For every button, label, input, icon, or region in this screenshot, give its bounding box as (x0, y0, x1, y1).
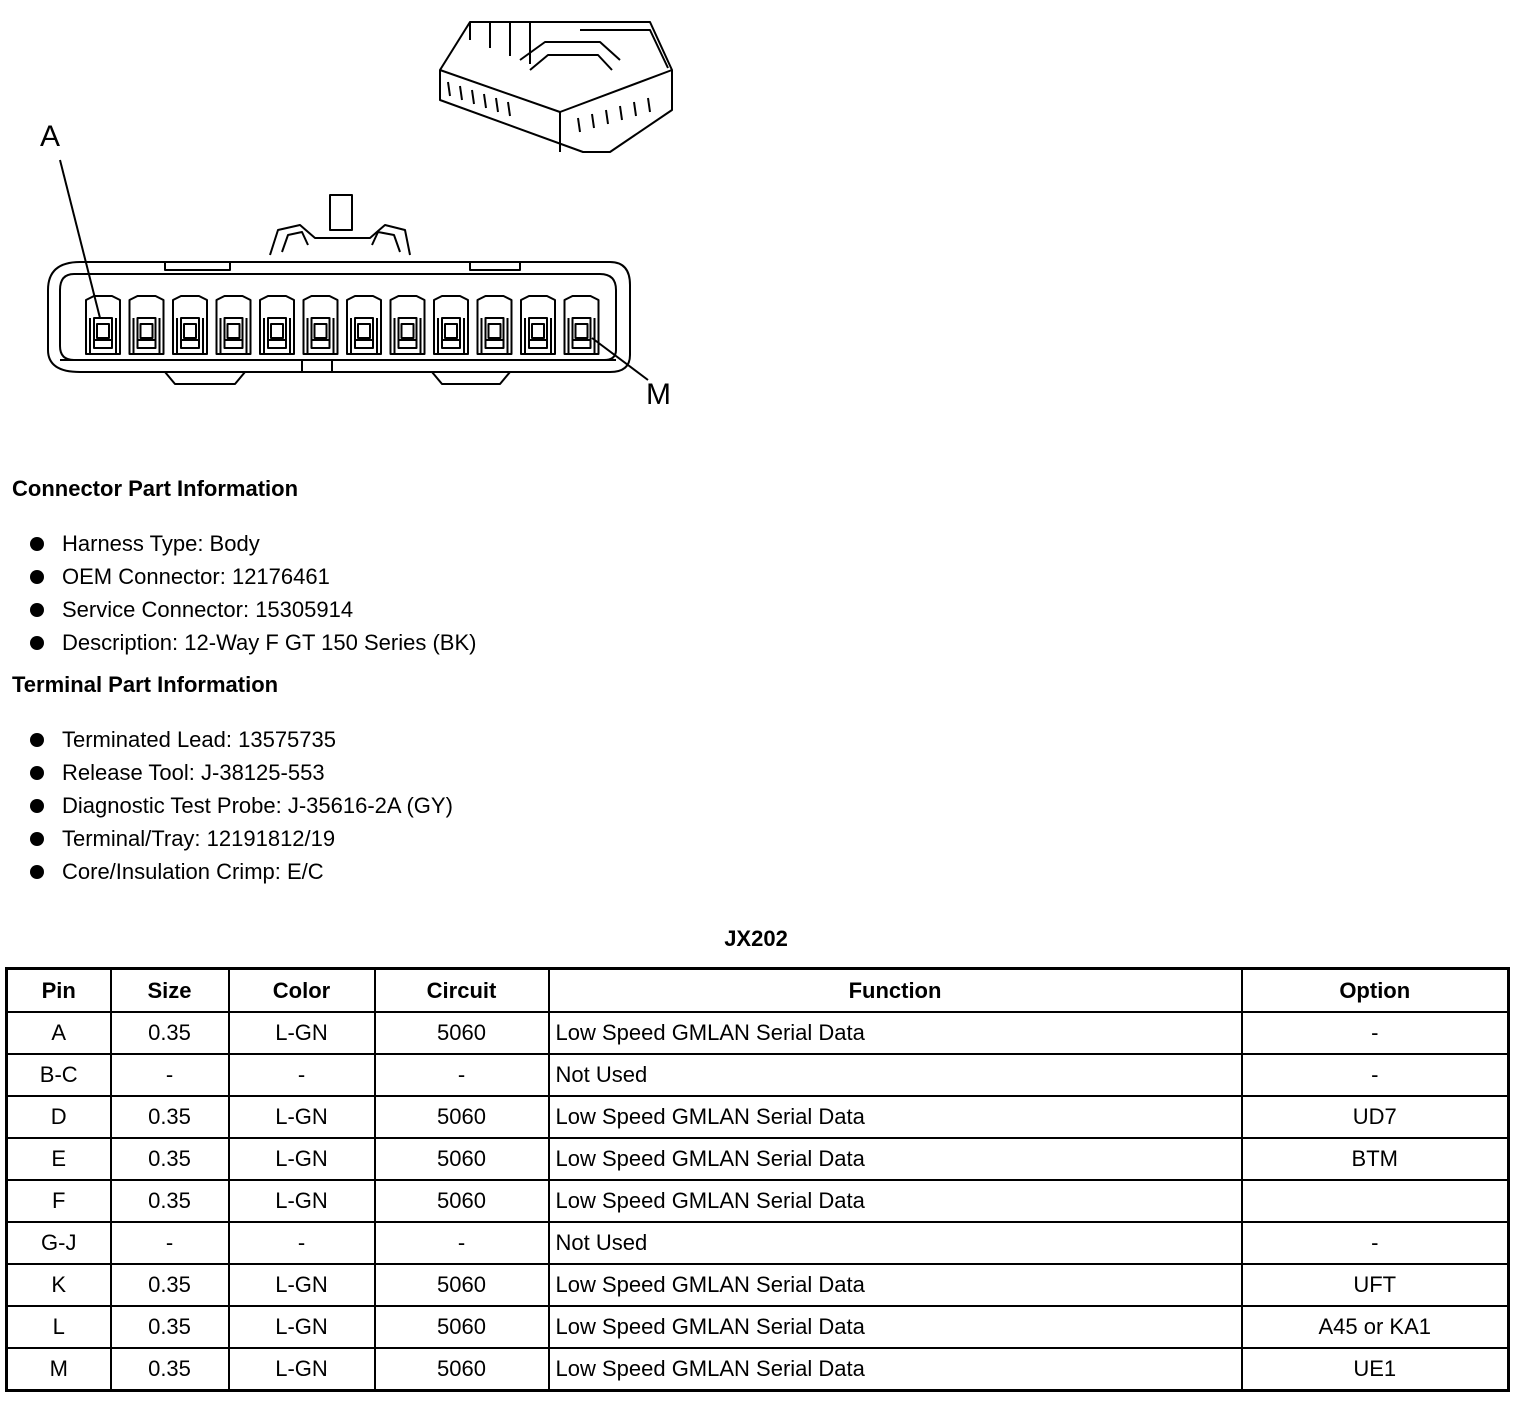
table-row (7, 1348, 1509, 1391)
column-header: Color (229, 969, 375, 1013)
list-item-text: Description: 12-Way F GT 150 Series (BK) (62, 630, 477, 655)
pin-cavities (86, 296, 599, 354)
table-cell: - (111, 1054, 229, 1096)
connector-front-view (48, 195, 630, 384)
leader-line-a (60, 160, 100, 318)
table-cell: Low Speed GMLAN Serial Data (549, 1264, 1242, 1306)
table-cell: UD7 (1242, 1096, 1509, 1138)
list-item-text: Harness Type: Body (62, 531, 260, 556)
column-header: Size (111, 969, 229, 1013)
column-header: Option (1242, 969, 1509, 1013)
pin-cavity (173, 296, 207, 354)
table-cell: 5060 (375, 1180, 549, 1222)
terminal-part-info-heading: Terminal Part Information (12, 672, 279, 697)
pin-cavity (347, 296, 381, 354)
bullet-icon (30, 799, 44, 813)
table-cell: 5060 (375, 1348, 549, 1391)
table-cell: UFT (1242, 1264, 1509, 1306)
table-cell: BTM (1242, 1138, 1509, 1180)
table-cell: 5060 (375, 1264, 549, 1306)
table-cell: Low Speed GMLAN Serial Data (549, 1180, 1242, 1222)
table-cell: E (7, 1138, 111, 1180)
list-item (28, 626, 476, 659)
pin-cavity (86, 296, 120, 354)
column-header: Function (549, 969, 1242, 1013)
list-item-text: Terminated Lead: 13575735 (62, 727, 336, 752)
pin-cavity (565, 296, 599, 354)
table-cell: B-C (7, 1054, 111, 1096)
pin-label-m: M (646, 378, 671, 411)
list-item (28, 756, 453, 789)
pin-cavity (217, 296, 251, 354)
table-row (7, 1306, 1509, 1348)
bullet-icon (30, 733, 44, 747)
table-header-row (7, 969, 1509, 1013)
table-cell: L-GN (229, 1138, 375, 1180)
list-item (28, 593, 476, 626)
table-cell: Not Used (549, 1222, 1242, 1264)
pin-cavity (391, 296, 425, 354)
table-cell: A (7, 1012, 111, 1054)
list-item (28, 822, 453, 855)
table-cell: L-GN (229, 1012, 375, 1054)
table-cell: Low Speed GMLAN Serial Data (549, 1096, 1242, 1138)
table-cell: M (7, 1348, 111, 1391)
connector-diagram (0, 0, 700, 430)
table-cell: 0.35 (111, 1180, 229, 1222)
table-cell: - (1242, 1054, 1509, 1096)
table-cell: 0.35 (111, 1264, 229, 1306)
table-cell: L (7, 1306, 111, 1348)
table-cell: 0.35 (111, 1096, 229, 1138)
table-cell: G-J (7, 1222, 111, 1264)
table-row (7, 1096, 1509, 1138)
table-cell: - (229, 1222, 375, 1264)
pin-table (5, 967, 1510, 1392)
list-item-text: Service Connector: 15305914 (62, 597, 354, 622)
table-cell: L-GN (229, 1180, 375, 1222)
table-cell: Low Speed GMLAN Serial Data (549, 1306, 1242, 1348)
table-cell (1242, 1180, 1509, 1222)
table-cell: 5060 (375, 1012, 549, 1054)
table-cell: D (7, 1096, 111, 1138)
column-header: Pin (7, 969, 111, 1013)
bullet-icon (30, 832, 44, 846)
table-cell: 0.35 (111, 1138, 229, 1180)
table-cell: A45 or KA1 (1242, 1306, 1509, 1348)
pin-cavity (260, 296, 294, 354)
column-header: Circuit (375, 969, 549, 1013)
table-cell: L-GN (229, 1348, 375, 1391)
terminal-part-info-list (28, 723, 453, 888)
table-cell: - (111, 1222, 229, 1264)
pin-cavity (521, 296, 555, 354)
list-item-text: Release Tool: J-38125-553 (62, 760, 325, 785)
list-item-text: Terminal/Tray: 12191812/19 (62, 826, 336, 851)
table-title: JX202 (724, 926, 788, 951)
list-item-text: OEM Connector: 12176461 (62, 564, 330, 589)
table-cell: F (7, 1180, 111, 1222)
table-cell: - (375, 1222, 549, 1264)
list-item-text: Diagnostic Test Probe: J-35616-2A (GY) (62, 793, 453, 818)
table-cell: Not Used (549, 1054, 1242, 1096)
table-row (7, 1222, 1509, 1264)
pin-cavity (478, 296, 512, 354)
list-item (28, 723, 453, 756)
table-cell: Low Speed GMLAN Serial Data (549, 1138, 1242, 1180)
table-cell: 0.35 (111, 1306, 229, 1348)
pin-cavity (130, 296, 164, 354)
list-item (28, 855, 453, 888)
list-item (28, 560, 476, 593)
table-cell: L-GN (229, 1264, 375, 1306)
list-item (28, 789, 453, 822)
table-cell: - (1242, 1222, 1509, 1264)
table-cell: 0.35 (111, 1348, 229, 1391)
list-item (28, 527, 476, 560)
table-cell: - (1242, 1012, 1509, 1054)
connector-isometric-view (440, 22, 672, 152)
connector-part-info-heading: Connector Part Information (12, 476, 299, 501)
table-cell: Low Speed GMLAN Serial Data (549, 1012, 1242, 1054)
table-row (7, 1138, 1509, 1180)
bullet-icon (30, 766, 44, 780)
bullet-icon (30, 570, 44, 584)
pin-label-a: A (40, 120, 61, 153)
table-row (7, 1054, 1509, 1096)
table-row (7, 1264, 1509, 1306)
table-cell: 5060 (375, 1138, 549, 1180)
list-item-text: Core/Insulation Crimp: E/C (62, 859, 324, 884)
bullet-icon (30, 537, 44, 551)
table-cell: Low Speed GMLAN Serial Data (549, 1348, 1242, 1391)
table-cell: UE1 (1242, 1348, 1509, 1391)
table-cell: 5060 (375, 1096, 549, 1138)
table-row (7, 1012, 1509, 1054)
table-cell: K (7, 1264, 111, 1306)
bullet-icon (30, 636, 44, 650)
table-cell: - (229, 1054, 375, 1096)
table-row (7, 1180, 1509, 1222)
connector-part-info-list (28, 527, 476, 659)
table-cell: L-GN (229, 1096, 375, 1138)
pin-cavity (304, 296, 338, 354)
bullet-icon (30, 603, 44, 617)
table-cell: 5060 (375, 1306, 549, 1348)
table-cell: L-GN (229, 1306, 375, 1348)
pin-cavity (434, 296, 468, 354)
bullet-icon (30, 865, 44, 879)
table-cell: - (375, 1054, 549, 1096)
table-cell: 0.35 (111, 1012, 229, 1054)
